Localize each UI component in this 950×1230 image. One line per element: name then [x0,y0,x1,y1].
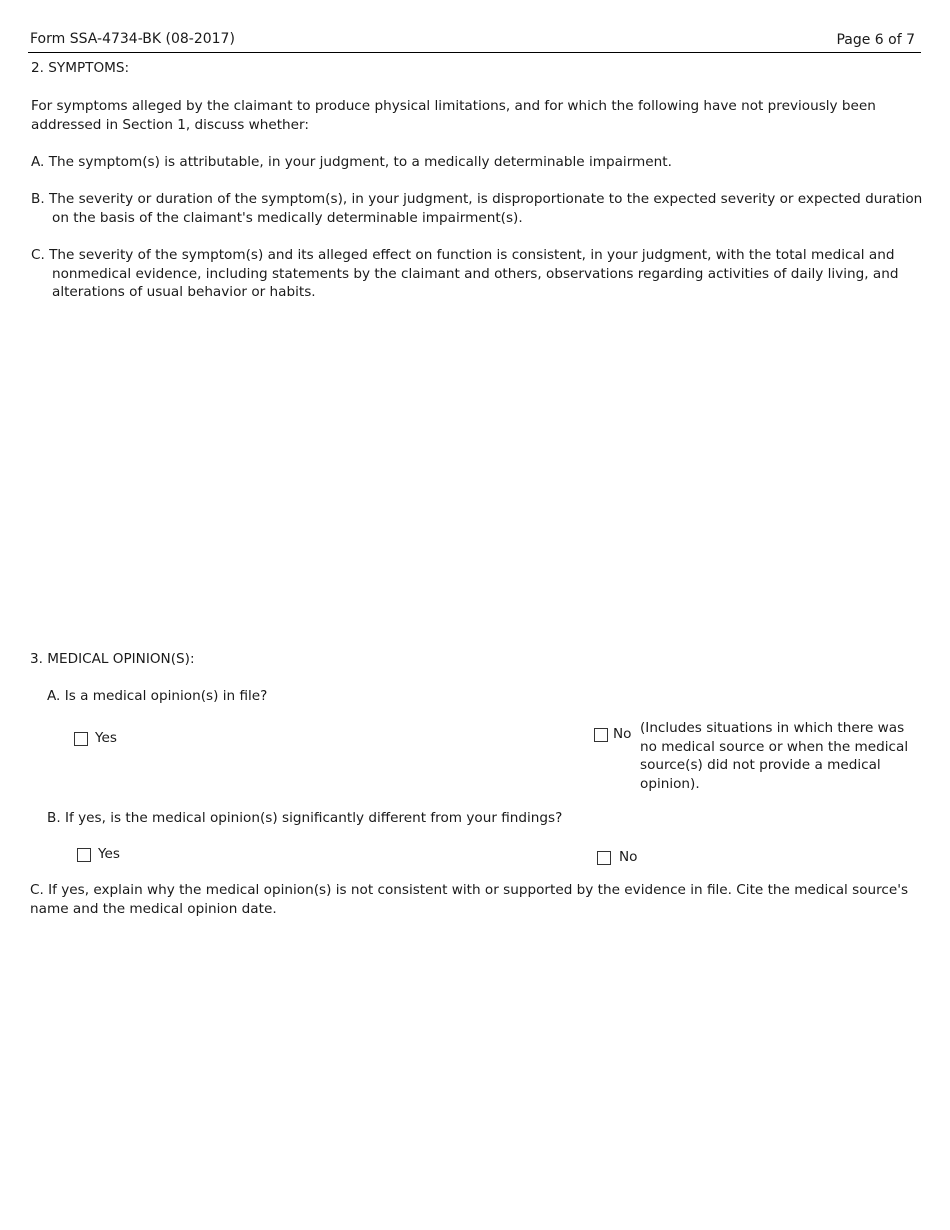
b-yes-label: Yes [98,846,120,862]
explanation-response-area[interactable] [30,930,920,1200]
medical-opinions-item-c: C. If yes, explain why the medical opinion(s) is not consistent with or supported by the evidence in file. Cite the medical source's name and the medical opinion date. [30,882,909,917]
symptoms-response-area[interactable] [31,320,919,635]
symptoms-heading: 2. SYMPTOMS: [31,60,130,76]
a-no-note: (Includes situations in which there was no medical source or when the medical source(s) did not provide a medical opinion). [640,720,909,792]
header-divider [28,52,921,53]
medical-opinions-heading: 3. MEDICAL OPINION(S): [30,651,195,667]
b-yes-checkbox[interactable] [77,848,91,862]
page-number: Page 6 of 7 [836,32,915,48]
question-b: B. If yes, is the medical opinion(s) significantly different from your findings? [47,810,563,826]
b-no-label: No [619,849,638,865]
a-no-label: No [613,726,632,742]
question-a: A. Is a medical opinion(s) in file? [47,688,268,704]
symptoms-item-a: A. The symptom(s) is attributable, in your judgment, to a medically determinable impairment. [31,154,672,170]
symptoms-item-b: B. The severity or duration of the symptom(s), in your judgment, is disproportionate to the expected severity or expected duration on the basis of the claimant's medically determinable impairment(s). [31,191,923,226]
a-no-checkbox[interactable] [594,728,608,742]
symptoms-item-c: C. The severity of the symptom(s) and its alleged effect on function is consistent, in your judgment, with the total medical and nonmedical evidence, including statements by the claimant and others, observations regarding activities of daily living, and alterations of usual behavior or habits. [31,247,899,300]
b-no-checkbox[interactable] [597,851,611,865]
form-id: Form SSA-4734-BK (08-2017) [30,31,235,47]
symptoms-intro: For symptoms alleged by the claimant to produce physical limitations, and for which the following have not previously been addressed in Section 1, discuss whether: [31,98,876,133]
a-yes-checkbox[interactable] [74,732,88,746]
a-yes-label: Yes [95,730,117,746]
